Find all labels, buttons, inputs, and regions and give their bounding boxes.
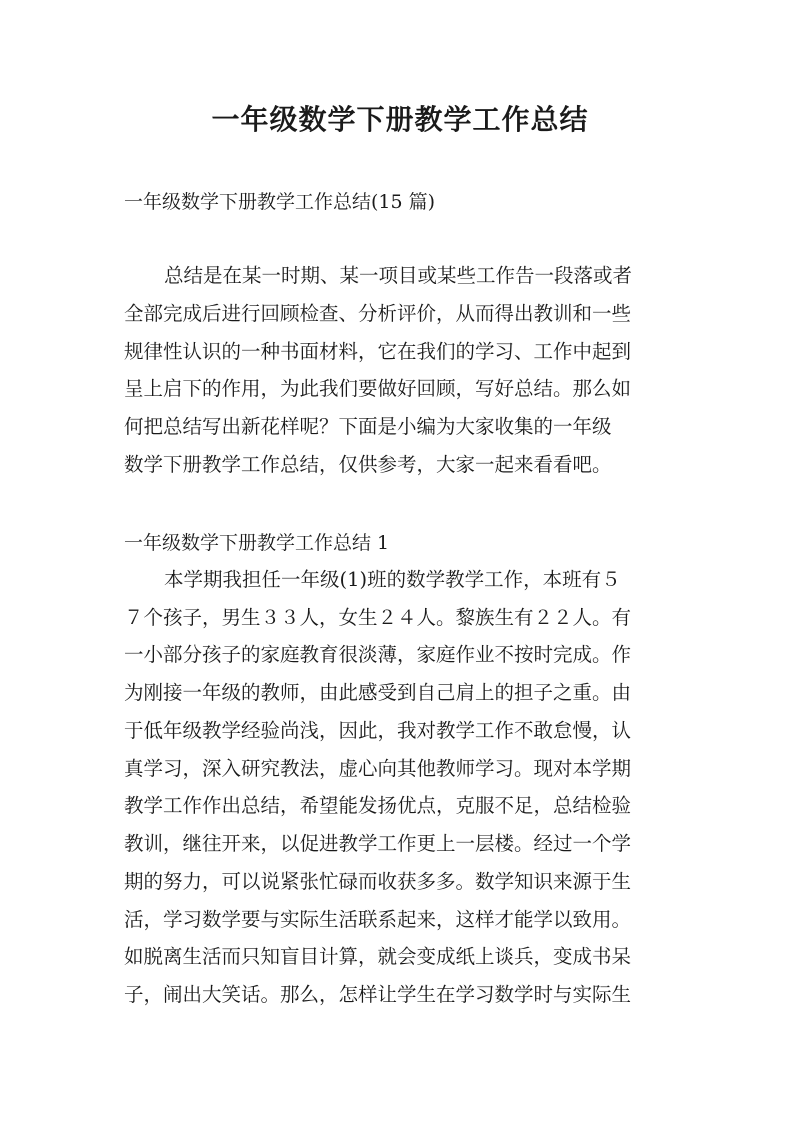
document-title: 一年级数学下册教学工作总结 <box>211 103 589 136</box>
intro-line: 总结是在某一时期、某一项目或某些工作告一段落或者 <box>164 264 633 287</box>
section-heading: 一年级数学下册教学工作总结 1 <box>124 532 390 554</box>
section-line: ７个孩子，男生３３人，女生２４人。黎族生有２２人。有 <box>124 606 632 629</box>
intro-line: 何把总结写出新花样呢？下面是小编为大家收集的一年级 <box>124 415 612 438</box>
section-line: 于低年级教学经验尚浅，因此，我对教学工作不敢怠慢，认 <box>124 719 632 742</box>
intro-line: 数学下册教学工作总结，仅供参考，大家一起来看看吧。 <box>124 453 612 476</box>
section-line: 本学期我担任一年级(1)班的数学教学工作，本班有５ <box>164 568 621 591</box>
section-line: 为刚接一年级的教师，由此感受到自己肩上的担子之重。由 <box>124 681 632 704</box>
intro-line: 呈上启下的作用，为此我们要做好回顾，写好总结。那么如 <box>124 377 632 400</box>
section-line: 教训，继往开来，以促进教学工作更上一层楼。经过一个学 <box>124 832 632 855</box>
document-subtitle: 一年级数学下册教学工作总结(15 篇) <box>124 191 436 213</box>
section-line: 如脱离生活而只知盲目计算，就会变成纸上谈兵，变成书呆 <box>124 945 632 968</box>
section-line: 活，学习数学要与实际生活联系起来，这样才能学以致用。 <box>124 908 632 931</box>
section-line: 一小部分孩子的家庭教育很淡薄，家庭作业不按时完成。作 <box>124 643 632 666</box>
intro-line: 全部完成后进行回顾检查、分析评价，从而得出教训和一些 <box>124 302 632 325</box>
section-line: 期的努力，可以说紧张忙碌而收获多多。数学知识来源于生 <box>124 870 632 893</box>
section-line: 教学工作作出总结，希望能发扬优点，克服不足，总结检验 <box>124 794 632 817</box>
section-line: 真学习，深入研究教法，虚心向其他教师学习。现对本学期 <box>124 757 632 780</box>
section-line: 子，闹出大笑话。那么，怎样让学生在学习数学时与实际生 <box>124 983 632 1006</box>
intro-line: 规律性认识的一种书面材料，它在我们的学习、工作中起到 <box>124 340 632 363</box>
